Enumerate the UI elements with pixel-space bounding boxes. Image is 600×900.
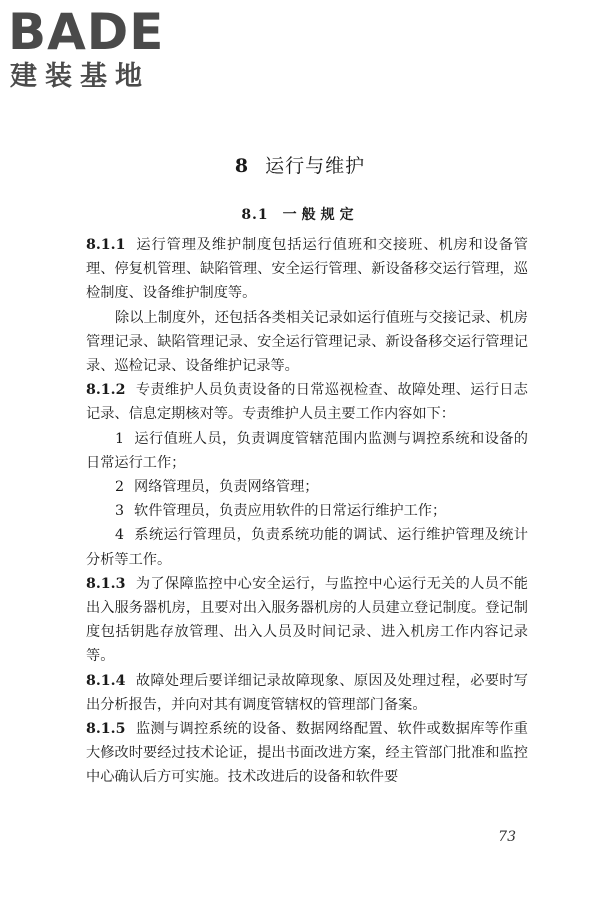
body-text xyxy=(86,233,528,790)
item-number: 1 xyxy=(115,430,125,447)
list-item-1 xyxy=(86,427,528,475)
clause-8-1-1 xyxy=(86,233,528,306)
clause-text: 故障处理后要详细记录故障现象、原因及处理过程，必要时写出分析报告，并向对其有调度管辖权的管理部门备案。 xyxy=(86,672,528,713)
section-number: 8.1 xyxy=(241,207,269,223)
clause-number: 8.1.3 xyxy=(86,575,126,592)
item-number: 3 xyxy=(115,503,125,520)
bade-logo xyxy=(8,3,183,92)
item-number: 2 xyxy=(115,479,125,496)
section-title xyxy=(0,205,600,225)
chapter-title xyxy=(0,153,600,179)
clause-8-1-5 xyxy=(86,717,528,790)
list-item-2 xyxy=(86,475,528,499)
clause-8-1-4 xyxy=(86,669,528,717)
clause-8-1-2 xyxy=(86,378,528,426)
item-text: 软件管理员，负责应用软件的日常运行维护工作； xyxy=(134,503,447,520)
clause-text: 专责维护人员负责设备的日常巡视检查、故障处理、运行日志记录、信息定期核对等。专责维护人员主要工作内容如下： xyxy=(86,382,528,423)
item-number: 4 xyxy=(115,527,125,544)
clause-text: 为了保障监控中心安全运行，与监控中心运行无关的人员不能出入服务器机房，且要对出入服务器机房的人员建立登记制度。登记制度包括钥匙存放管理、出入人员及时间记录、进入机房工作内容记录等。 xyxy=(86,575,528,665)
page-number: 73 xyxy=(498,829,516,845)
section-title-text: 一般规定 xyxy=(282,207,359,223)
clause-text: 除以上制度外，还包括各类相关记录如运行值班与交接记录、机房管理记录、缺陷管理记录、安全运行管理记录、新设备移交运行管理记录、巡检记录、设备维护记录等。 xyxy=(86,309,528,375)
logo-subtitle-text: 建装基地 xyxy=(10,61,150,92)
clause-number: 8.1.5 xyxy=(86,721,126,738)
clause-8-1-1-note xyxy=(86,306,528,379)
clause-number: 8.1.4 xyxy=(86,672,126,689)
list-item-3 xyxy=(86,499,528,523)
clause-text: 运行管理及维护制度包括运行值班和交接班、机房和设备管理、停复机管理、缺陷管理、安全运行管理、新设备移交运行管理，巡检制度、设备维护制度等。 xyxy=(86,237,528,302)
logo-brand-text: BADE xyxy=(8,3,165,61)
clause-number: 8.1.2 xyxy=(86,382,126,399)
item-text: 运行值班人员，负责调度管辖范围内监测与调控系统和设备的日常运行工作； xyxy=(86,430,528,471)
chapter-title-text: 运行与维护 xyxy=(265,155,366,177)
clause-text: 监测与调控系统的设备、数据网络配置、软件或数据库等作重大修改时要经过技术论证，提出书面改进方案，经主管部门批准和监控中心确认后方可实施。技术改进后的设备和软件要 xyxy=(86,721,528,786)
item-text: 网络管理员，负责网络管理； xyxy=(134,479,319,496)
list-item-4 xyxy=(86,523,528,571)
clause-8-1-3 xyxy=(86,572,528,669)
item-text: 系统运行管理员，负责系统功能的调试、运行维护管理及统计分析等工作。 xyxy=(86,527,528,568)
chapter-number: 8 xyxy=(234,155,250,177)
clause-number: 8.1.1 xyxy=(86,237,126,253)
